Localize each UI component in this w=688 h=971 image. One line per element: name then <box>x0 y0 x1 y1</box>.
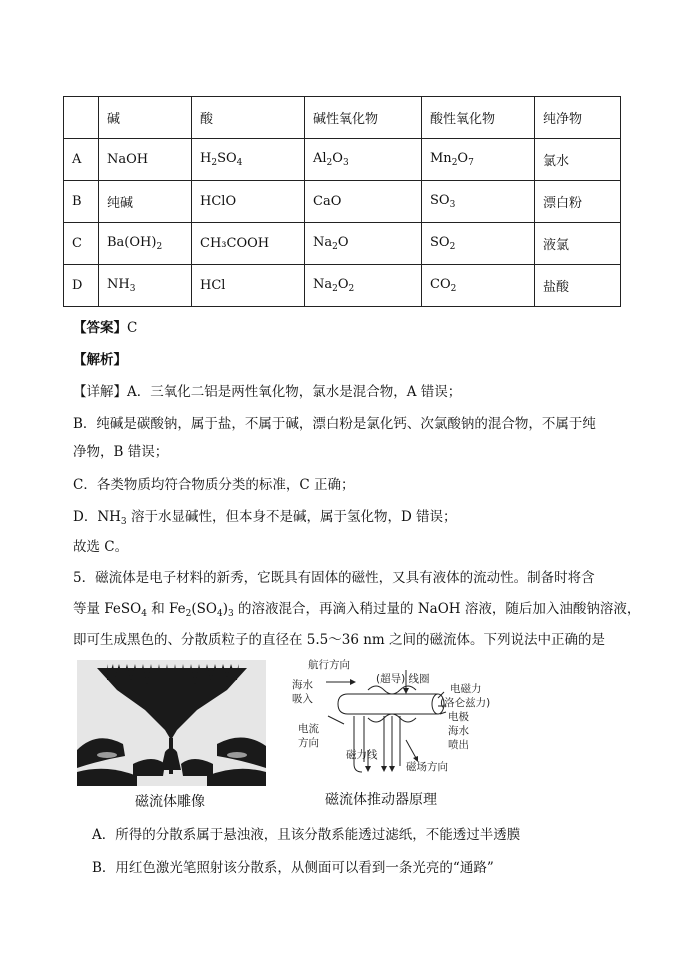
table-header-row <box>64 97 621 139</box>
detail-line-3: 净物，B 错误； <box>73 444 169 460</box>
classification-table <box>63 96 621 307</box>
table-cell: 氯水 <box>535 139 621 181</box>
diagram-label-magline: 磁力线 <box>346 749 378 761</box>
option-a: A．所得的分散系属于悬浊液，且该分散系能透过滤纸，不能透过半透膜 <box>92 827 521 843</box>
table-cell: 纯碱 <box>99 181 192 223</box>
diagram-label-current: 方向 <box>298 737 319 749</box>
header-cell: 纯净物 <box>535 97 621 139</box>
option-cell: D <box>64 265 99 307</box>
detail-line-5: D．$NH_3$ 溶于水显碱性，但本身不是碱，属于氢化物，D 错误； <box>73 509 457 527</box>
table-cell: NaOH <box>99 139 192 181</box>
header-cell <box>64 97 99 139</box>
table-row <box>64 139 621 181</box>
table-cell: CaO <box>305 181 422 223</box>
detail-line-6: 故选 C。 <box>73 539 129 555</box>
table-cell: $CO_2$ <box>422 265 535 307</box>
diagram-label-intake: 吸入 <box>292 693 313 705</box>
header-cell: 碱 <box>99 97 192 139</box>
table-cell: $H_2SO_4$ <box>192 139 305 181</box>
table-cell: 漂白粉 <box>535 181 621 223</box>
table-cell: 液氯 <box>535 223 621 265</box>
table-cell: HClO <box>192 181 305 223</box>
diagram-label-electrode: 电极 <box>448 711 469 723</box>
question-line-3: 即可生成黑色的、分散质粒子的直径在 5.5～36 nm 之间的磁流体。下列说法中正确的是 <box>73 632 606 648</box>
table-cell: 盐酸 <box>535 265 621 307</box>
question-line-1: 5．磁流体是电子材料的新秀，它既具有固体的磁性，又具有液体的流动性。制备时将含 <box>73 570 595 586</box>
header-cell: 酸 <box>192 97 305 139</box>
table-row <box>64 265 621 307</box>
detail-line-4: C．各类物质均符合物质分类的标准，C 正确； <box>73 477 355 493</box>
diagram-label-outflow: 海水 <box>448 725 469 737</box>
table-cell: $Na_2O_2$ <box>305 265 422 307</box>
option-b: B．用红色激光笔照射该分散系，从侧面可以看到一条光亮的“通路” <box>92 860 494 876</box>
header-cell: 酸性氧化物 <box>422 97 535 139</box>
diagram-label-current: 电流 <box>298 723 319 735</box>
table-cell: $Al_2O_3$ <box>305 139 422 181</box>
table-cell: $Mn_2O_7$ <box>422 139 535 181</box>
detail-line-2: B．纯碱是碳酸钠，属于盐，不属于碱，漂白粉是氯化钙、次氯酸钠的混合物，不属于纯 <box>73 416 596 432</box>
diagram-label-coil: (超导) 线圈 <box>376 673 430 685</box>
analysis-label: 【解析】 <box>73 352 127 368</box>
diagram-label-intake: 海水 <box>292 679 313 691</box>
table-cell: $NH_3$ <box>99 265 192 307</box>
option-cell: C <box>64 223 99 265</box>
table-cell: $Ba(OH)_2$ <box>99 223 192 265</box>
diagram-label-outflow: 喷出 <box>448 739 469 751</box>
answer-line <box>73 316 137 336</box>
table-row <box>64 223 621 265</box>
mhd-thruster-diagram <box>288 654 498 784</box>
diagram-label-force: (洛仑兹力) <box>440 697 491 709</box>
diagram-label-field: 磁场方向 <box>406 761 448 773</box>
table-cell: CH₃COOH <box>192 223 305 265</box>
diagram-label-force: 电磁力 <box>450 683 482 695</box>
table-cell: $SO_3$ <box>422 181 535 223</box>
table-cell: $Na_2O$ <box>305 223 422 265</box>
left-figure-caption: 磁流体雕像 <box>135 794 205 810</box>
option-cell: B <box>64 181 99 223</box>
header-cell: 碱性氧化物 <box>305 97 422 139</box>
detail-line-1: 【详解】A．三氧化二铝是两性氧化物，氯水是混合物，A 错误； <box>73 384 462 400</box>
answer-value: C <box>127 320 138 336</box>
right-figure-caption: 磁流体推动器原理 <box>325 792 437 808</box>
question-line-2: 等量 FeSO$_4$ 和 $Fe_2(SO_4)_3$ 的溶液混合，再滴入稍过量的 NaOH 溶液，随后加入油酸钠溶液， <box>73 601 641 619</box>
diagram-label-heading: 航行方向 <box>308 659 350 671</box>
table-cell: $SO_2$ <box>422 223 535 265</box>
table-cell: HCl <box>192 265 305 307</box>
ferrofluid-sculpture-photo <box>77 660 266 786</box>
table-row <box>64 181 621 223</box>
answer-label: 【答案】 <box>73 320 127 336</box>
option-cell: A <box>64 139 99 181</box>
